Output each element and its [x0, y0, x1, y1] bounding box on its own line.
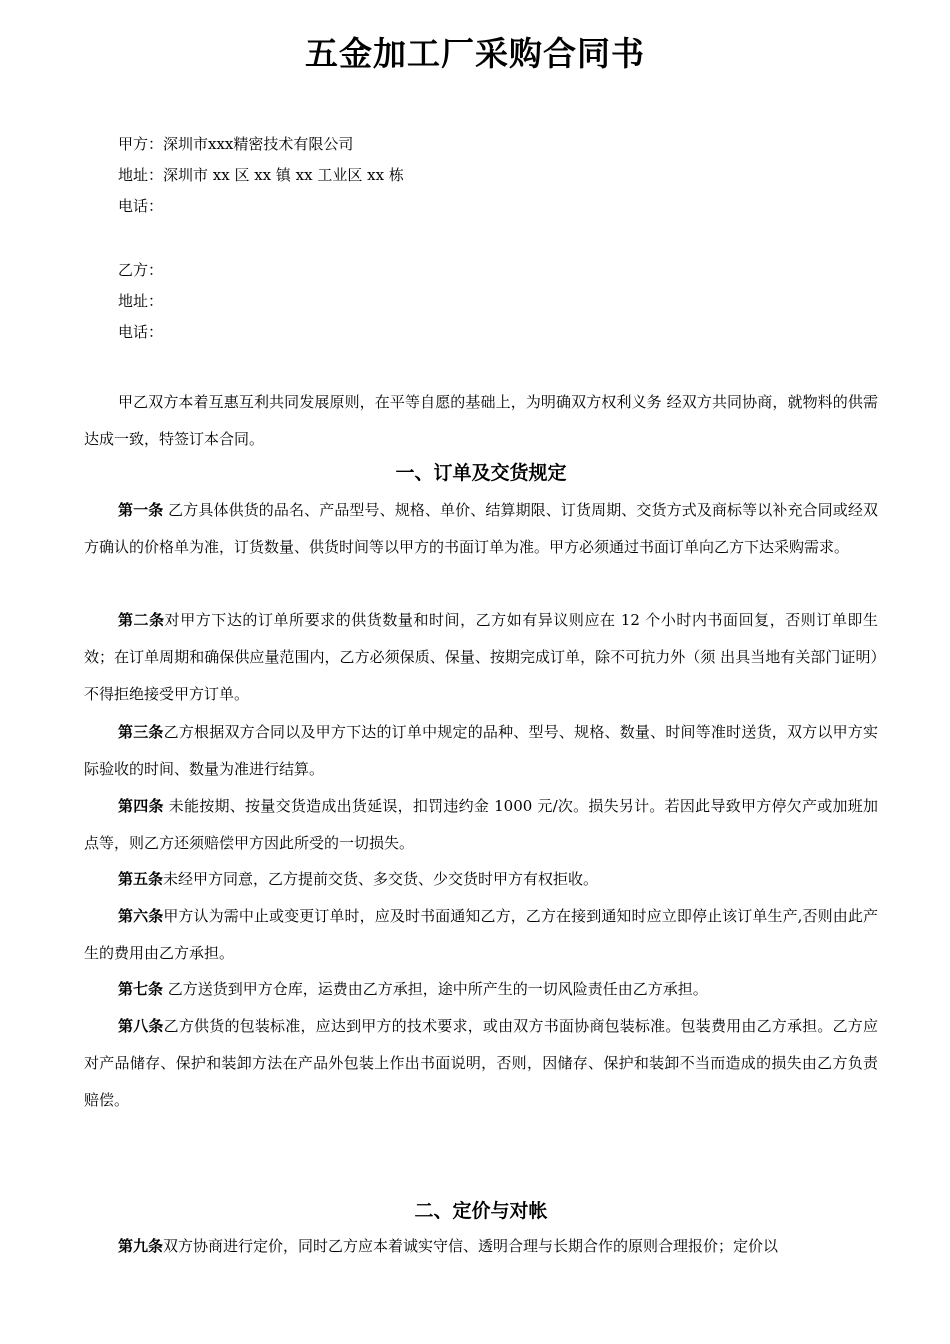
- article-9: [84, 1228, 878, 1265]
- document-title: 五金加工厂采购合同书: [305, 34, 645, 73]
- article-6-label: 第六条: [118, 907, 164, 925]
- article-3-text: 乙方根据双方合同以及甲方下达的订单中规定的品种、型号、规格、数量、时间等准时送货，双方以甲方实际验收的时间、数量为准进行结算。: [84, 723, 878, 778]
- party-b-name: 乙方：: [118, 261, 164, 279]
- article-8-label: 第八条: [118, 1017, 164, 1035]
- section-1-heading: 一、订单及交货规定: [395, 462, 567, 484]
- party-a-name: 甲方：深圳市xxx精密技术有限公司: [118, 135, 354, 153]
- article-1: [84, 492, 878, 566]
- article-9-label: 第九条: [118, 1237, 164, 1255]
- article-3: [84, 714, 878, 788]
- article-6-text: 甲方认为需中止或变更订单时，应及时书面通知乙方，乙方在接到通知时应立即停止该订单生产,否则由此产生的费用由乙方承担。: [84, 907, 878, 962]
- party-b-phone: 电话：: [118, 323, 164, 341]
- article-1-label: 第一条: [118, 501, 164, 519]
- article-6: [84, 898, 878, 972]
- article-5-text: 未经甲方同意，乙方提前交货、多交货、少交货时甲方有权拒收。: [163, 870, 599, 888]
- article-2: [84, 602, 878, 713]
- article-4: [84, 788, 878, 862]
- article-5-label: 第五条: [118, 870, 164, 888]
- article-2-text: 对甲方下达的订单所要求的供货数量和时间，乙方如有异议则应在 12 个小时内书面回复，否则订单即生效；在订单周期和确保供应量范围内，乙方必须保质、保量、按期完成订单，除不可抗力外（须 出具当地有关部门证明）不得拒绝接受甲方订单。: [84, 611, 878, 703]
- article-2-label: 第二条: [118, 611, 165, 629]
- article-9-text: 双方协商进行定价，同时乙方应本着诚实守信、透明合理与长期合作的原则合理报价；定价以: [163, 1237, 779, 1255]
- article-7-label: 第七条: [118, 980, 164, 998]
- preamble-paragraph: 甲乙双方本着互惠互利共同发展原则，在平等自愿的基础上，为明确双方权利义务 经双方共同协商，就物料的供需达成一致，特签订本合同。: [84, 393, 878, 448]
- article-4-text: 未能按期、按量交货造成出货延误，扣罚违约金 1000 元/次。损失另计。若因此导致甲方停欠产或加班加点等，则乙方还须赔偿甲方因此所受的一切损失。: [84, 797, 878, 852]
- party-a-phone: 电话：: [118, 197, 164, 215]
- article-3-label: 第三条: [118, 723, 164, 741]
- article-4-label: 第四条: [118, 797, 164, 815]
- section-2-heading: 二、定价与对帐: [414, 1200, 548, 1222]
- party-b-address: 地址：: [118, 292, 164, 310]
- party-a-address: 地址：深圳市 xx 区 xx 镇 xx 工业区 xx 栋: [118, 166, 404, 184]
- article-5: [84, 861, 878, 898]
- party-a-block: [118, 129, 404, 222]
- party-b-block: [118, 255, 163, 348]
- article-8: [84, 1008, 878, 1119]
- article-1-text: 乙方具体供货的品名、产品型号、规格、单价、结算期限、订货周期、交货方式及商标等以补充合同或经双方确认的价格单为准，订货数量、供货时间等以甲方的书面订单为准。甲方必须通过书面订单向乙方下达采购需求。: [84, 501, 878, 556]
- article-7: [84, 971, 878, 1008]
- article-8-text: 乙方供货的包装标准，应达到甲方的技术要求，或由双方书面协商包装标准。包装费用由乙方承担。乙方应对产品储存、保护和装卸方法在产品外包装上作出书面说明，否则，因储存、保护和装卸不当而造成的损失由乙方负责赔偿。: [84, 1017, 878, 1109]
- article-7-text: 乙方送货到甲方仓库，运费由乙方承担，途中所产生的一切风险责任由乙方承担。: [163, 980, 708, 998]
